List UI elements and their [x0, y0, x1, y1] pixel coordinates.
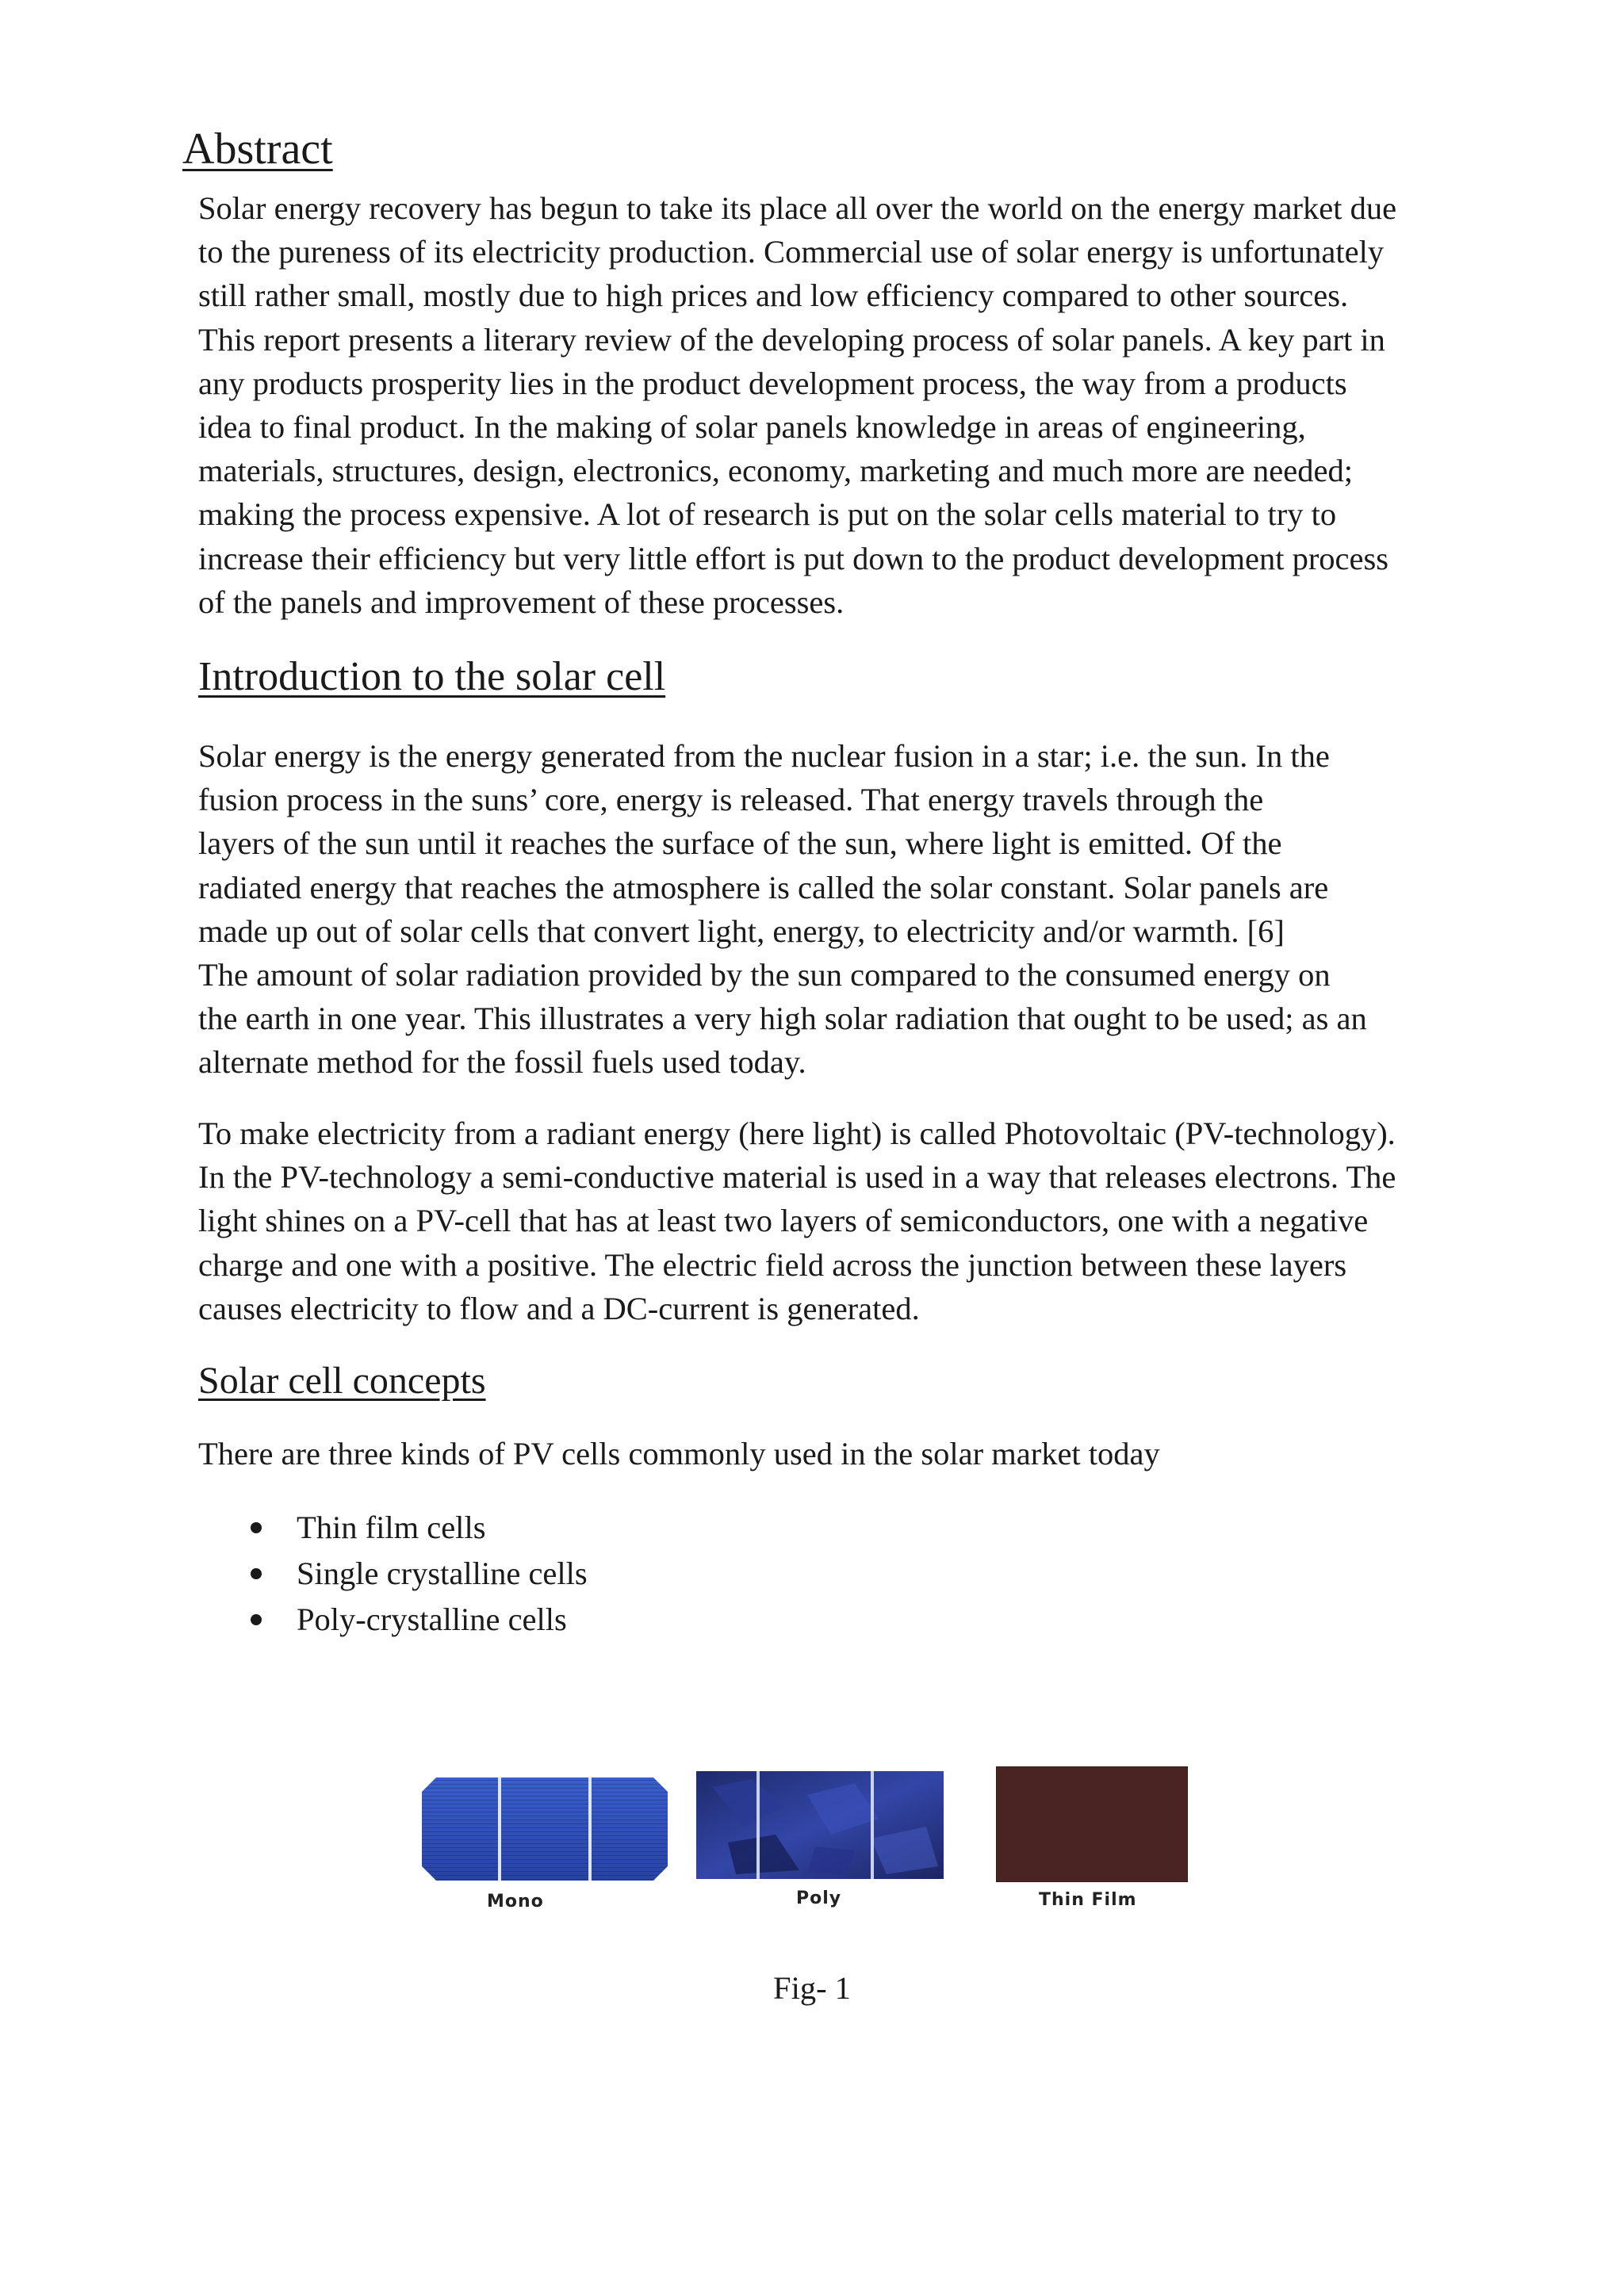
list-item: Single crystalline cells	[198, 1551, 1150, 1597]
text-line: causes electricity to flow and a DC-current is generated.	[198, 1290, 920, 1326]
text-line: alternate method for the fossil fuels used today.	[198, 1044, 806, 1081]
text-line: fusion process in the suns’ core, energy is released. That energy travels through the	[198, 782, 1264, 818]
poly-cell-image	[696, 1771, 944, 1879]
poly-label: Poly	[796, 1888, 842, 1908]
thin-film-label: Thin Film	[1039, 1890, 1137, 1910]
text-line: any products prosperity lies in the product development process, the way from a products	[198, 365, 1347, 401]
concepts-heading: Solar cell concepts	[198, 1360, 486, 1402]
introduction-paragraph-2	[198, 1112, 1467, 1330]
text-line: This report presents a literary review of the developing process of solar panels. A key part in	[198, 321, 1385, 358]
text-line: the earth in one year. This illustrates a very high solar radiation that ought to be used; as an	[198, 1001, 1367, 1037]
text-line: In the PV-technology a semi-conductive material is used in a way that releases electrons. The	[198, 1159, 1396, 1196]
text-line: made up out of solar cells that convert light, energy, to electricity and/or warmth. [6]	[198, 913, 1285, 949]
abstract-heading: Abstract	[182, 124, 333, 174]
text-line: making the process expensive. A lot of research is put on the solar cells material to try to	[198, 496, 1337, 533]
text-line: idea to final product. In the making of solar panels knowledge in areas of engineering,	[198, 408, 1306, 445]
text-line: to the pureness of its electricity production. Commercial use of solar energy is unfortunately	[198, 234, 1385, 270]
list-item: Thin film cells	[198, 1505, 1150, 1551]
text-line: layers of the sun until it reaches the surface of the sun, where light is emitted. Of the	[198, 825, 1282, 862]
introduction-heading: Introduction to the solar cell	[198, 654, 666, 699]
introduction-paragraph-1	[198, 734, 1467, 1085]
text-line: Solar energy recovery has begun to take its place all over the world on the energy market due	[198, 190, 1397, 226]
thin-film-cell-image	[996, 1766, 1188, 1882]
text-line: of the panels and improvement of these processes.	[198, 584, 845, 620]
list-item: Poly-crystalline cells	[198, 1597, 1150, 1643]
text-line: radiated energy that reaches the atmosphere is called the solar constant. Solar panels are	[198, 869, 1329, 905]
mono-label: Mono	[487, 1892, 544, 1911]
text-line: light shines on a PV-cell that has at least two layers of semiconductors, one with a negative	[198, 1203, 1369, 1239]
text-line: There are three kinds of PV cells commonly used in the solar market today	[198, 1436, 1160, 1471]
text-line: still rather small, mostly due to high prices and low efficiency compared to other sources.	[198, 277, 1349, 314]
text-line: increase their efficiency but very little effort is put down to the product development process	[198, 540, 1389, 576]
concepts-intro	[198, 1432, 1467, 1475]
text-line: charge and one with a positive. The electric field across the junction between these layers	[198, 1246, 1347, 1283]
solar-cell-figure	[420, 1766, 1197, 1925]
text-line: materials, structures, design, electronics, economy, marketing and much more are needed;	[198, 453, 1353, 489]
text-line: The amount of solar radiation provided by the sun compared to the consumed energy on	[198, 956, 1331, 993]
cell-type-list	[198, 1505, 1150, 1643]
text-line: To make electricity from a radiant energy (here light) is called Photovoltaic (PV-technology).	[198, 1115, 1396, 1151]
abstract-paragraph	[198, 186, 1467, 624]
mono-cell-image	[422, 1777, 668, 1881]
text-line: Solar energy is the energy generated from the nuclear fusion in a star; i.e. the sun. In the	[198, 738, 1330, 774]
figure-caption: Fig- 1	[773, 1970, 851, 2006]
